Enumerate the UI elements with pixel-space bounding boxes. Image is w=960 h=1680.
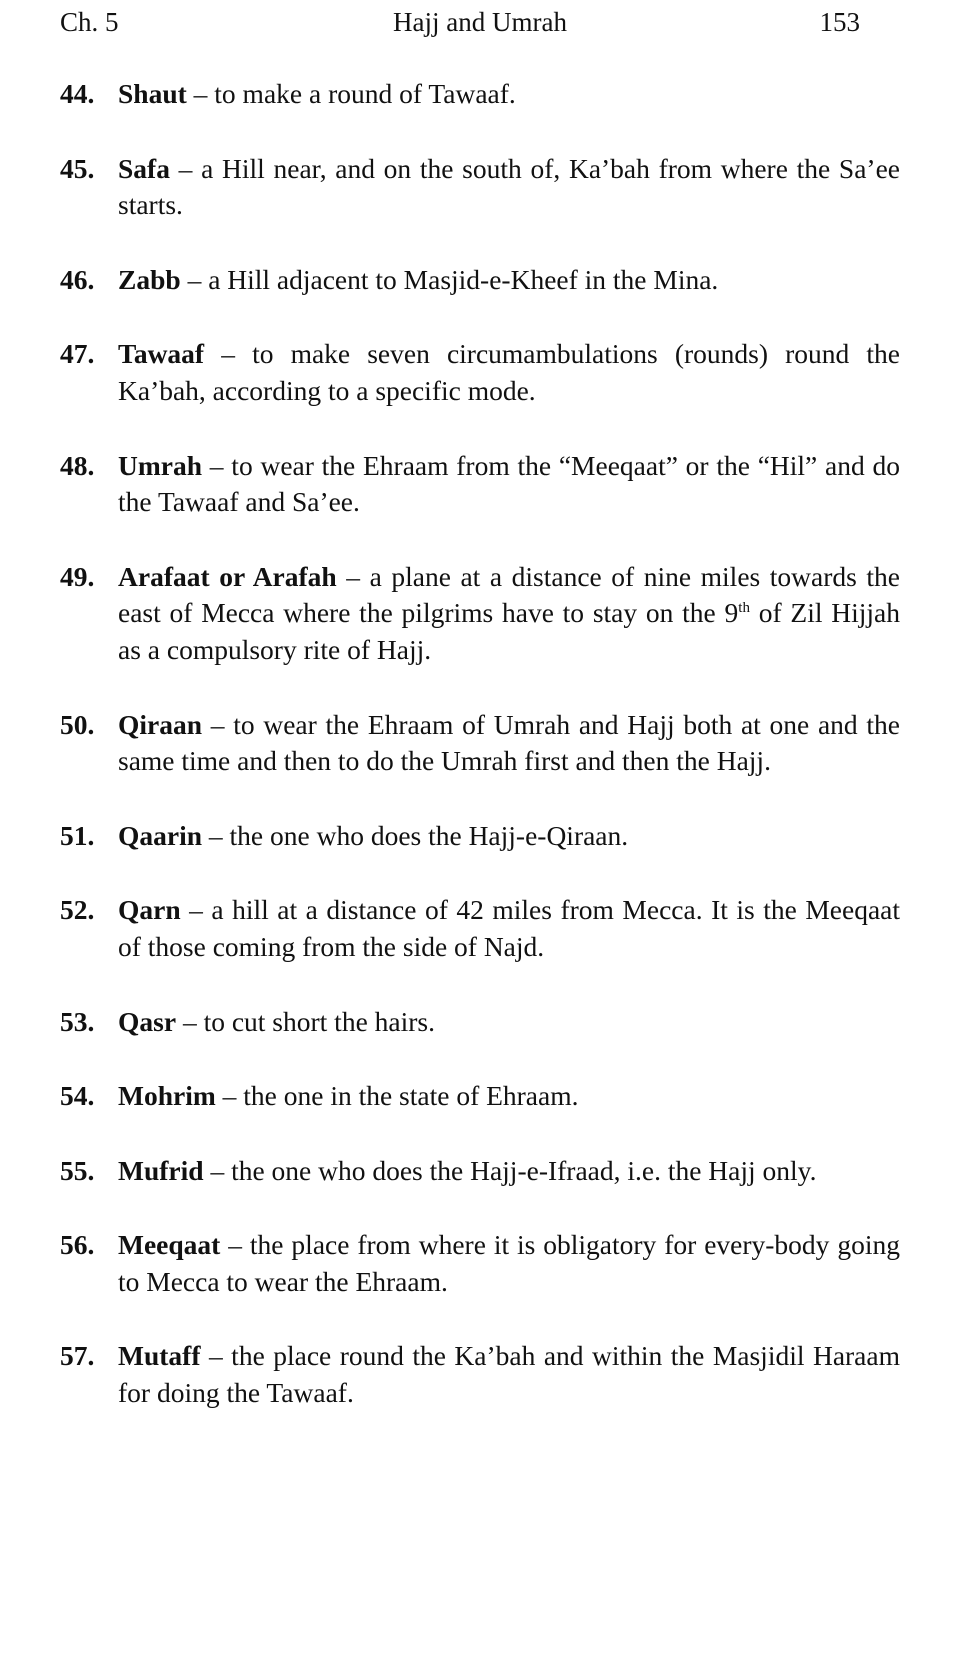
entry-term: Zabb bbox=[118, 263, 181, 295]
page-header bbox=[60, 2, 900, 42]
entry-number: 52. bbox=[60, 894, 95, 926]
glossary-entry-45 bbox=[60, 151, 900, 224]
entry-number: 45. bbox=[60, 152, 95, 184]
running-title: Hajj and Umrah bbox=[393, 7, 567, 37]
entry-number: 44. bbox=[60, 78, 95, 109]
entry-definition: – the place from where it is obligatory for every-body going to Mecca to wear the Ehraam. bbox=[118, 1229, 900, 1297]
entry-number: 55. bbox=[60, 1154, 95, 1186]
glossary-entry-46 bbox=[60, 262, 900, 299]
page-number: 153 bbox=[819, 7, 860, 37]
entry-number: 51. bbox=[60, 819, 95, 851]
entry-definition: – the place round the Ka’bah and within the Masjidil Haraam for doing the Tawaaf. bbox=[118, 1340, 900, 1409]
entry-definition: – to cut short the hairs. bbox=[176, 1005, 435, 1037]
ordinal-superscript: th bbox=[738, 600, 750, 617]
entry-term: Umrah bbox=[118, 449, 203, 481]
glossary-entry-48 bbox=[60, 448, 900, 521]
entry-term: Shaut bbox=[118, 78, 187, 109]
glossary-entry-44 bbox=[60, 76, 900, 113]
entry-term: Qarn bbox=[118, 894, 181, 926]
glossary-entry-55 bbox=[60, 1153, 900, 1190]
entry-definition: – to make seven circumambulations (rounds) round the Ka’bah, according to a specific mode. bbox=[118, 338, 900, 406]
glossary-entry-53 bbox=[60, 1004, 900, 1041]
glossary-entry-57 bbox=[60, 1338, 900, 1411]
entry-number: 46. bbox=[60, 263, 95, 295]
entry-number: 48. bbox=[60, 449, 95, 481]
entry-term: Mohrim bbox=[118, 1080, 216, 1112]
entry-definition: – the one who does the Hajj-e-Qiraan. bbox=[202, 819, 629, 851]
entry-definition: – a hill at a distance of 42 miles from Mecca. It is the Meeqaat of those coming from the side of Najd. bbox=[118, 894, 900, 962]
entry-number: 49. bbox=[60, 560, 95, 592]
entry-term: Safa bbox=[118, 152, 170, 184]
entry-definition: – a Hill near, and on the south of, Ka’bah from where the Sa’ee starts. bbox=[118, 152, 900, 221]
entry-term: Tawaaf bbox=[118, 338, 205, 370]
glossary-entry-50 bbox=[60, 707, 900, 780]
entry-definition: – a Hill adjacent to Masjid-e-Kheef in the Mina. bbox=[180, 263, 719, 295]
entry-definition-continued: of Zil Hijjah as a compulsory rite of Hajj. bbox=[118, 597, 900, 665]
entry-definition: – to wear the Ehraam of Umrah and Hajj both at one and the same time and then to do the Umrah first and then the Hajj. bbox=[118, 708, 900, 777]
entry-number: 47. bbox=[60, 338, 95, 370]
entry-term: Qiraan bbox=[118, 708, 203, 740]
entry-definition: – the one in the state of Ehraam. bbox=[215, 1080, 579, 1112]
glossary-entry-51 bbox=[60, 818, 900, 855]
glossary-list bbox=[60, 76, 900, 1450]
glossary-entry-47 bbox=[60, 336, 900, 409]
entry-number: 50. bbox=[60, 708, 95, 740]
glossary-entry-49 bbox=[60, 559, 900, 669]
entry-term: Mufrid bbox=[118, 1154, 204, 1186]
entry-definition: – the one who does the Hajj-e-Ifraad, i.e. the Hajj only. bbox=[203, 1154, 817, 1186]
entry-definition: – a plane at a distance of nine miles towards the east of Mecca where the pilgrims have to stay on the 9 bbox=[118, 560, 901, 629]
glossary-entry-52 bbox=[60, 892, 900, 965]
entry-term: Qaarin bbox=[118, 819, 203, 851]
entry-term: Qasr bbox=[118, 1005, 177, 1037]
chapter-label: Ch. 5 bbox=[60, 7, 119, 37]
entry-number: 54. bbox=[60, 1080, 95, 1112]
entry-definition: – to make a round of Tawaaf. bbox=[186, 78, 516, 109]
entry-number: 57. bbox=[60, 1340, 95, 1372]
entry-term: Arafaat or Arafah bbox=[118, 560, 337, 592]
entry-definition: – to wear the Ehraam from the “Meeqaat” or the “Hil” and do the Tawaaf and Sa’ee. bbox=[118, 449, 900, 518]
entry-term: Mutaff bbox=[118, 1340, 201, 1372]
entry-term: Meeqaat bbox=[118, 1229, 221, 1261]
entry-number: 53. bbox=[60, 1005, 95, 1037]
glossary-entry-56 bbox=[60, 1227, 900, 1300]
entry-number: 56. bbox=[60, 1229, 95, 1261]
glossary-entry-54 bbox=[60, 1078, 900, 1115]
